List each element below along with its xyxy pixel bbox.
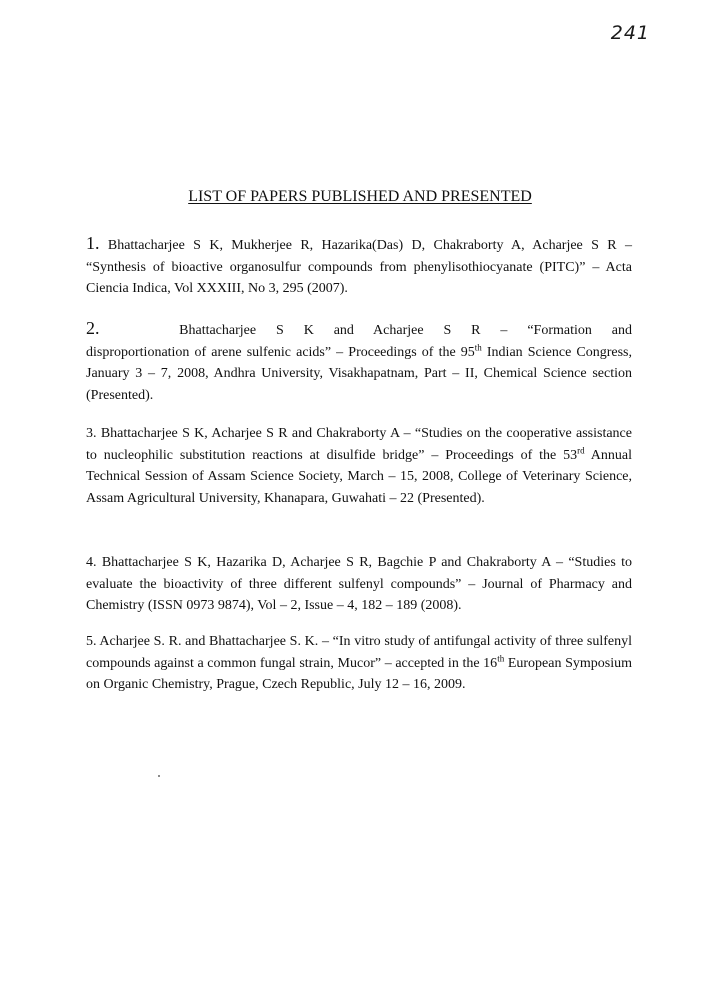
- reference-text-continued: Indian Science Congress, January 3 – 7, 2008, Andhra University, Visakhapatnam, Part – II, Chemical Science section (Presented).: [86, 344, 632, 403]
- reference-text: Bhattacharjee S K, Mukherjee R, Hazarika(Das) D, Chakraborty A, Acharjee S R – “Synthesis of bioactive organosulfur compounds from phenylisothiocyanate (PITC)” – Acta Ciencia Indica, Vol XXXIII, No 3, 295 (2007).: [86, 238, 632, 296]
- reference-item-2: [86, 318, 632, 406]
- ordinal-suffix: rd: [577, 444, 585, 455]
- page-title: LIST OF PAPERS PUBLISHED AND PRESENTED: [188, 188, 532, 205]
- reference-text-continued: Annual Technical Session of Assam Science Society, March – 15, 2008, College of Veterinary Science, Assam Agricultural University, Khanapara, Guwahati – 22 (Presented).: [86, 447, 632, 506]
- reference-number: 4.: [86, 555, 97, 570]
- scan-speck: [158, 775, 160, 777]
- reference-text: Acharjee S. R. and Bhattacharjee S. K. – “In vitro study of antifungal activity of three sulfenyl compounds against a common fungal strain, Mucor” – accepted in the 16: [86, 634, 632, 671]
- reference-first-line: [86, 318, 632, 342]
- reference-text: Bhattacharjee S K, Hazarika D, Acharjee S R, Bagchie P and Chakraborty A – “Studies to evaluate the bioactivity of three different sulfenyl compounds” – Journal of Pharmacy and Chemistry (ISSN 0973 9874), Vol – 2, Issue – 4, 182 – 189 (2008).: [86, 555, 632, 613]
- reference-number: 2.: [86, 318, 100, 338]
- reference-item-4: [86, 552, 632, 617]
- reference-item-1: [86, 233, 632, 300]
- reference-number: 5.: [86, 634, 97, 649]
- reference-number: 3.: [86, 426, 97, 441]
- ordinal-suffix: th: [474, 341, 482, 352]
- reference-number: 1.: [86, 233, 100, 253]
- reference-text-line1: Bhattacharjee S K and Acharjee S R – “Formation and: [179, 323, 632, 338]
- page-number: 241: [610, 22, 650, 44]
- reference-item-3: [86, 423, 632, 509]
- ordinal-suffix: th: [497, 652, 505, 663]
- reference-text: disproportionation of arene sulfenic acids” – Proceedings of the 95: [86, 344, 475, 360]
- reference-text-continued: European Symposium on Organic Chemistry, Prague, Czech Republic, July 12 – 16, 2009.: [86, 655, 633, 692]
- reference-item-5: [86, 631, 632, 696]
- reference-text: Bhattacharjee S K, Acharjee S R and Chakraborty A – “Studies on the cooperative assistance to nucleophilic substitution reactions at disulfide bridge” – Proceedings of the 53: [86, 426, 632, 463]
